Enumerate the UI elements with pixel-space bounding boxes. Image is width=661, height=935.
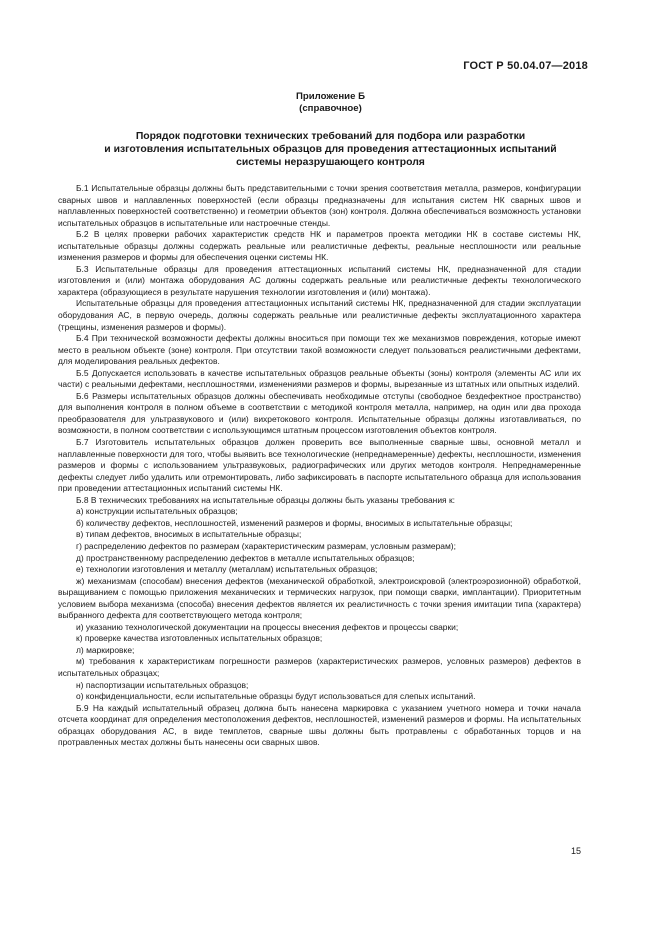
paragraph: Б.5 Допускается использовать в качестве испытательных образцов реальные объекты (зоны) контроля (элементы АС или их части) с реальными дефектами, несплошностями, изменениями размеров и формы, вырезанные из штатных или опытных изделий. [58,367,581,390]
paragraph: Б.3 Испытательные образцы для проведения аттестационных испытаний системы НК, предназначенной для стадии изготовления и (или) монтажа оборудования АС должны содержать реальные или реалистичные дефекты технологического характера (образующиеся в результате нарушения технологии изготовления и (или) монтажа). [58,263,581,297]
list-item: а) конструкции испытательных образцов; [76,506,238,517]
list-item: г) распределению дефектов по размерам (характеристическим размерам, условным размерам); [76,540,456,551]
list-item: м) требования к характеристикам погрешности размеров (характеристических размеров, условных размеров) дефектов в испытательных образцах; [58,656,581,678]
body-text [58,183,581,749]
appendix-label: Приложение Б [296,91,365,102]
list-item: е) технологии изготовления и металлу (металлам) испытательных образцов; [76,564,378,575]
page-number: 15 [570,846,581,856]
appendix-heading [0,91,661,115]
paragraph: Б.9 На каждый испытательный образец должна быть нанесена маркировка с указанием учетного номера и точки начала отсчета координат для определения местоположения дефектов, несплошностей, изменений размеров и формы. На испытательных образцах оборудования АС, в виде темплетов, сварные швы должны быть протравлены с обработанных торцов и на протравленных местах должны быть нанесены оси сварных швов. [58,702,581,748]
list-item: л) маркировке; [76,644,135,655]
paragraph: Б.1 Испытательные образцы должны быть представительными с точки зрения соответствия металла, размеров, конфигурации сварных швов и наплавленных поверхностей (если образцы предназначены для испытания систем НК сварных швов и наплавленных поверхностей соответственно) и геометрии объектов (зон) контроля. Должна обеспечиваться возможность установки испытательных образцов в испытательные или настроечные стенды. [58,183,581,228]
title-line: системы неразрушающего контроля [236,157,425,168]
paragraph: Испытательные образцы для проведения аттестационных испытаний системы НК, предназначенной для стадии эксплуатации оборудования АС, в первую очередь, должны содержать реальные или реалистичные дефекты эксплуатационного характера (трещины, изменения размеров и формы). [58,298,581,332]
paragraph: Б.6 Размеры испытательных образцов должны обеспечивать необходимые отступы (свободное бездефектное пространство) для выполнения контроля в полном объеме в соответствии с методикой контроля металла, например, на один или два прохода преобразователя для ультразвукового и (или) вихретокового контроля. Испытательные образцы должны изготавливаться, по возможности, в полном соответствии с использующимся штатным процессом изготовления объектов контроля. [58,390,581,436]
list-item: в) типам дефектов, вносимых в испытательные образцы; [76,529,302,540]
appendix-type: (справочное) [299,103,362,114]
list-item: к) проверке качества изготовленных испытательных образцов; [76,633,323,644]
list-item: б) количеству дефектов, несплошностей, изменений размеров и формы, вносимых в испытательные образцы; [76,517,513,528]
section-title [60,130,601,169]
list-item: ж) механизмам (способам) внесения дефектов (механической обработкой, электроискровой (электроэрозионной) обработкой, выращиванием с помощью приложения механических и термических нагрузок, при помощи сварки, имплантации). Приоритетным условием выбора механизма (способа) внесения дефектов является их реалистичность с точки зрения имитации типа (характера) выбранного дефекта для соответствующего метода контроля; [58,575,581,621]
list-item: и) указанию технологической документации на процессы внесения дефектов и процессы сварки; [76,621,459,632]
list-item: д) пространственному распределению дефектов в металле испытательных образцов; [76,552,415,563]
document-code: ГОСТ Р 50.04.07—2018 [463,60,588,72]
paragraph: Б.8 В технических требованиях на испытательные образцы должны быть указаны требования к: [76,494,455,505]
paragraph: Б.4 При технической возможности дефекты должны вноситься при помощи тех же механизмов повреждения, которые имеют место в реальном объекте (зоне) контроля. При отсутствии такой возможности следует пользоваться реалистичными дефектами, для моделирования реальных дефектов. [58,333,581,367]
title-line: и изготовления испытательных образцов для проведения аттестационных испытаний [104,144,557,155]
list-item: о) конфиденциальности, если испытательные образцы будут использоваться для слепых испытаний. [76,691,476,702]
paragraph: Б.2 В целях проверки рабочих характеристик средств НК и параметров проекта методики НК в составе системы НК, испытательные образцы должны содержать реальные или реалистичные дефекты, реальные несплошности или реальные изменения размеров и формы для обеспечения оценки системы НК. [58,229,581,263]
paragraph: Б.7 Изготовитель испытательных образцов должен проверить все выполненные сварные швы, основной металл и наплавленные поверхности для того, чтобы выявить все технологические (непреднамеренные) дефекты, несплошности, изменения размеров и формы с использованием ультразвуковых, радиографических или других методов контроля. Непреднамеренные дефекты следует либо удалить или отремонтировать, либо зафиксировать в паспорте испытательного образца для использования при проведении аттестационных испытаний системы НК. [58,437,581,494]
title-line: Порядок подготовки технических требований для подбора или разработки [135,131,526,142]
list-item: н) паспортизации испытательных образцов; [76,679,249,690]
